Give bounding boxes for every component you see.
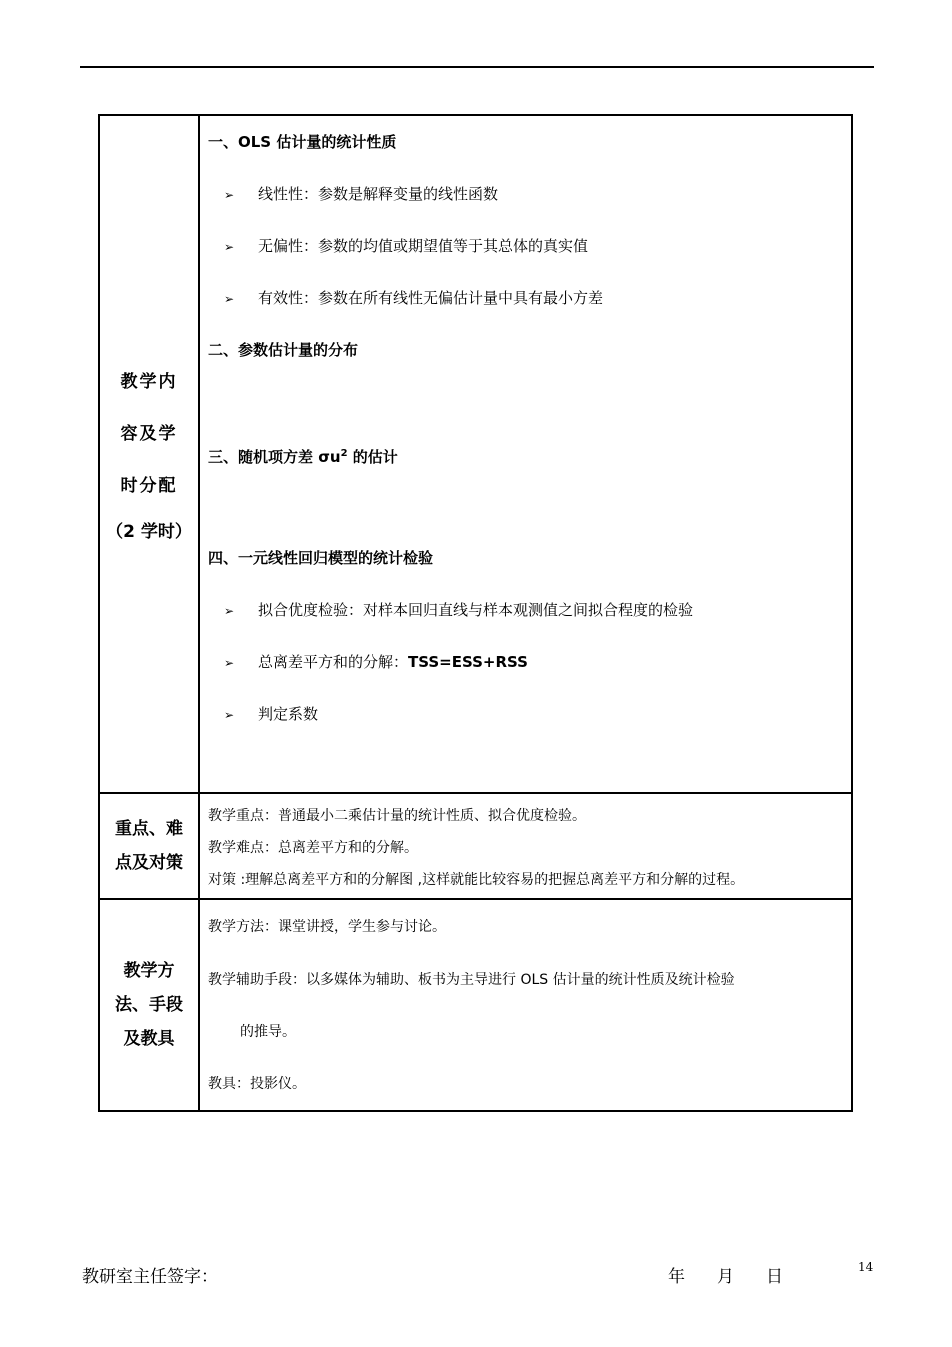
arrow-bullet-icon: ➢ — [224, 292, 235, 306]
superscript: 2 — [340, 448, 348, 459]
aids-line: 教学辅助手段：以多媒体为辅助、板书为主导进行 OLS 估计量的统计性质及统计检验 — [208, 972, 735, 988]
teaching-content-body — [199, 115, 852, 793]
method-line: 教学方法：课堂讲授，学生参与讨论。 — [208, 919, 446, 935]
date-fields — [668, 1262, 815, 1287]
difficulty-line: 教学难点：总离差平方和的分解。 — [208, 840, 418, 856]
section-heading: 三、随机项方差 $\sigma u^2$ 的估计 — [208, 448, 398, 466]
label-line: 时分配 — [120, 476, 178, 496]
bullet-text: 有效性：参数在所有线性无偏估计量中具有最小方差 — [258, 289, 604, 307]
teaching-content-label — [99, 115, 199, 793]
bullet-item — [208, 220, 851, 272]
label-line: 法、手段 — [115, 995, 183, 1015]
section-heading: 一、OLS 估计量的统计性质 — [208, 133, 397, 151]
bullet-text: 无偏性：参数的均值或期望值等于其总体的真实值 — [258, 237, 589, 255]
section-heading: 二、参数估计量的分布 — [208, 341, 359, 359]
day-label: 日 — [766, 1267, 783, 1287]
strategy-line: 对策 :理解总离差平方和的分解图 ,这样就能比较容易的把握总离差平方和分解的过程。 — [208, 872, 745, 888]
aids-line-continued: 的推导。 — [240, 1024, 296, 1040]
lesson-plan-table — [98, 114, 853, 1112]
header-rule — [80, 66, 874, 68]
year-label: 年 — [668, 1267, 685, 1287]
bullet-text: 判定系数 — [258, 705, 319, 723]
key-points-label — [99, 793, 199, 899]
label-line: 重点、难 — [115, 819, 183, 839]
arrow-bullet-icon: ➢ — [224, 188, 235, 202]
bullet-item — [208, 688, 851, 740]
label-line: 容及学 — [120, 424, 178, 444]
label-line: 及教具 — [123, 1029, 175, 1049]
methods-row — [99, 899, 852, 1111]
label-line: （2 学时） — [106, 522, 192, 542]
label-line: 教学内 — [120, 372, 178, 392]
formula: TSS=ESS+RSS — [408, 653, 528, 671]
bullet-text: 拟合优度检验：对样本回归直线与样本观测值之间拟合程度的检验 — [258, 601, 694, 619]
key-point-line: 教学重点：普通最小二乘估计量的统计性质、拟合优度检验。 — [208, 808, 586, 824]
label-line: 教学方 — [123, 961, 175, 981]
methods-body — [199, 899, 852, 1111]
section-heading: 四、一元线性回归模型的统计检验 — [208, 549, 434, 567]
signature-label: 教研室主任签字： — [82, 1267, 218, 1287]
arrow-bullet-icon: ➢ — [224, 604, 235, 618]
teaching-content-row — [99, 115, 852, 793]
arrow-bullet-icon: ➢ — [224, 656, 235, 670]
page-number: 14 — [858, 1260, 874, 1274]
tools-line: 教具：投影仪。 — [208, 1076, 306, 1092]
arrow-bullet-icon: ➢ — [224, 240, 235, 254]
arrow-bullet-icon: ➢ — [224, 708, 235, 722]
bullet-text: 线性性：参数是解释变量的线性函数 — [258, 185, 499, 203]
bullet-item — [208, 272, 851, 324]
key-points-row — [99, 793, 852, 899]
bullet-item — [208, 168, 851, 220]
key-points-body — [199, 793, 852, 899]
month-label: 月 — [717, 1267, 734, 1287]
label-line: 点及对策 — [115, 853, 183, 873]
bullet-item — [208, 636, 851, 688]
bullet-text: 总离差平方和的分解： — [258, 653, 409, 671]
bullet-item — [208, 584, 851, 636]
methods-label — [99, 899, 199, 1111]
